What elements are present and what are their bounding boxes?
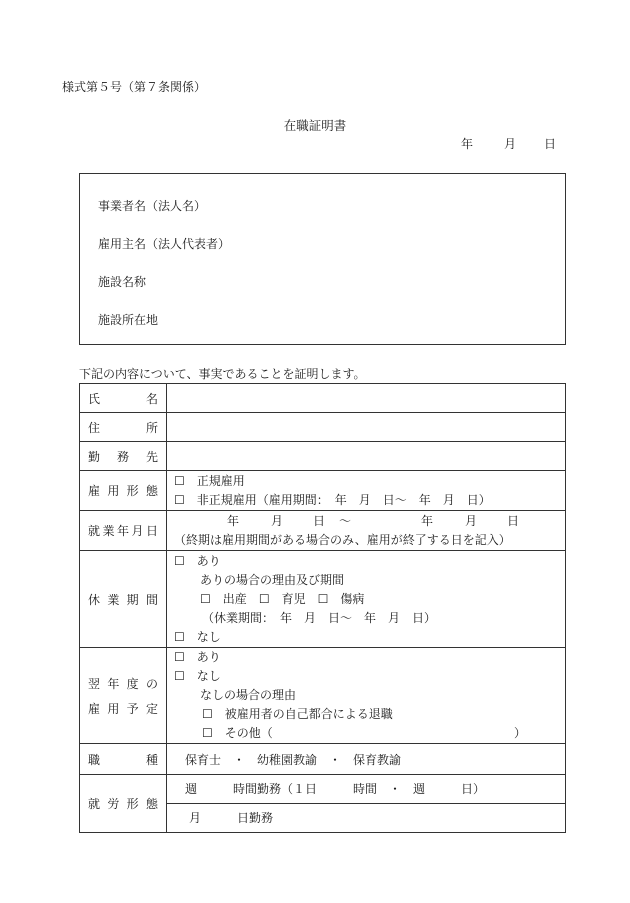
illness-label: 傷病 [340, 591, 365, 606]
leave-no-checkbox[interactable]: ☐ [174, 629, 185, 644]
next-year-label [80, 648, 167, 744]
name-label [80, 384, 167, 413]
next-year-yes-label: あり [196, 650, 221, 664]
job-type-row [80, 744, 566, 775]
employment-date-cell[interactable] [167, 511, 566, 551]
leave-row [80, 551, 566, 648]
start-year-label: 年 [227, 513, 240, 528]
birth-checkbox[interactable]: ☐ [200, 591, 211, 606]
employment-type-cell [167, 471, 566, 511]
label-char: の [145, 676, 158, 691]
certification-statement: 下記の内容について、事実であることを証明します。 [79, 367, 366, 381]
date-day-label: 日 [544, 137, 557, 151]
leave-cell [167, 551, 566, 648]
label-char: 態 [145, 484, 158, 498]
workplace-value-cell[interactable] [167, 442, 566, 471]
label-char: 先 [145, 449, 158, 464]
label-char: 氏 [88, 391, 101, 406]
label-char: 用 [107, 701, 120, 716]
label-char: 就 [88, 524, 101, 538]
employment-date-row [80, 511, 566, 551]
date-month-label: 月 [504, 137, 517, 151]
end-year-label: 年 [421, 513, 434, 528]
label-char: 業 [107, 592, 120, 607]
range-tilde: ～ [339, 513, 352, 528]
address-label [80, 413, 167, 442]
label-char: 就 [88, 797, 101, 811]
form-number-label: 様式第５号（第７条関係） [62, 80, 207, 94]
leave-yes-checkbox[interactable]: ☐ [174, 553, 185, 568]
leave-period-label: （休業期間： 年 月 日～ 年 月 日） [202, 610, 437, 625]
label-char: 労 [107, 797, 120, 811]
document-title: 在職証明書 [283, 118, 347, 133]
label-char: 業 [102, 524, 115, 538]
monthly-days-line[interactable]: 月 日勤務 [189, 811, 274, 825]
label-char: 職 [88, 752, 101, 767]
workplace-label [80, 442, 167, 471]
other-label: その他（ [224, 726, 273, 740]
nonregular-checkbox[interactable]: ☐ [174, 492, 185, 507]
birth-label: 出産 [222, 591, 247, 606]
name-value-cell[interactable] [167, 384, 566, 413]
label-char: 形 [126, 484, 139, 498]
label-char: 年 [107, 676, 120, 691]
label-char: 勤 [88, 449, 101, 464]
employer-name-label: 雇用主名（法人代表者） [98, 237, 231, 251]
workplace-row [80, 442, 566, 471]
work-style-row [80, 775, 566, 833]
employment-type-row [80, 471, 566, 511]
start-day-label: 日 [313, 513, 326, 528]
label-char: 間 [145, 592, 158, 607]
leave-yes-label: あり [196, 553, 221, 568]
label-char: 名 [145, 391, 158, 406]
end-month-label: 月 [465, 513, 478, 528]
facility-name-label: 施設名称 [98, 275, 147, 289]
label-char: 種 [145, 752, 158, 767]
employment-date-label [80, 511, 167, 551]
job-type-value[interactable]: 保育士 ・ 幼稚園教諭 ・ 保育教諭 [167, 744, 566, 775]
illness-checkbox[interactable]: ☐ [317, 591, 329, 606]
label-char: 日 [145, 524, 158, 538]
label-char: 休 [88, 592, 101, 607]
next-year-cell [167, 648, 566, 744]
label-char: 定 [145, 701, 158, 716]
label-char: 住 [88, 420, 101, 435]
employer-info-box [79, 173, 566, 345]
regular-option-label: 正規雇用 [196, 473, 245, 488]
weekly-hours-line[interactable]: 週 時間勤務（１日 時間 ・ 週 日） [167, 775, 565, 804]
nonregular-option-label: 非正規雇用（雇用期間： 年 月 日～ 年 月 日） [196, 492, 491, 507]
resign-label: 被雇用者の自己都合による退職 [224, 707, 393, 721]
next-year-no-label: なし [196, 669, 221, 683]
label-char: 雇 [88, 484, 101, 498]
label-char: 務 [116, 449, 129, 464]
label-char: 所 [145, 420, 158, 435]
label-char: 期 [126, 592, 139, 607]
business-name-label: 事業者名（法人名） [98, 199, 207, 213]
name-row [80, 384, 566, 413]
regular-checkbox[interactable]: ☐ [174, 473, 185, 488]
next-year-yes-checkbox[interactable]: ☐ [174, 650, 185, 664]
facility-address-label: 施設所在地 [98, 313, 159, 327]
label-char: 用 [107, 484, 120, 498]
address-row [80, 413, 566, 442]
label-char: 雇 [88, 701, 101, 716]
employment-type-label [80, 471, 167, 511]
leave-no-label: なし [196, 629, 221, 644]
label-char: 態 [145, 797, 158, 811]
work-style-label [80, 775, 167, 833]
label-char: 年 [116, 524, 129, 538]
next-year-row [80, 648, 566, 744]
label-char: 形 [126, 797, 139, 811]
leave-reason-heading: ありの場合の理由及び期間 [200, 572, 345, 587]
job-type-label [80, 744, 167, 775]
end-day-label: 日 [507, 513, 520, 528]
next-year-no-checkbox[interactable]: ☐ [174, 669, 185, 683]
next-year-reason-heading: なしの場合の理由 [200, 688, 297, 702]
start-month-label: 月 [271, 513, 284, 528]
label-char: 度 [126, 676, 139, 691]
leave-label [80, 551, 167, 648]
end-date-note: （終期は雇用期間がある場合のみ、雇用が終了する日を記入） [174, 532, 511, 547]
label-char: 翌 [88, 676, 101, 691]
label-char: 予 [126, 701, 139, 716]
childcare-label: 育児 [281, 591, 306, 606]
childcare-checkbox[interactable]: ☐ [258, 591, 270, 606]
work-style-cell [167, 775, 566, 833]
address-value-cell[interactable] [167, 413, 566, 442]
employment-details-table [79, 383, 566, 833]
date-year-label: 年 [461, 137, 474, 151]
other-close-paren: ） [514, 726, 527, 740]
label-char: 月 [131, 524, 144, 538]
other-checkbox[interactable]: ☐ [202, 726, 213, 740]
resign-checkbox[interactable]: ☐ [202, 707, 213, 721]
